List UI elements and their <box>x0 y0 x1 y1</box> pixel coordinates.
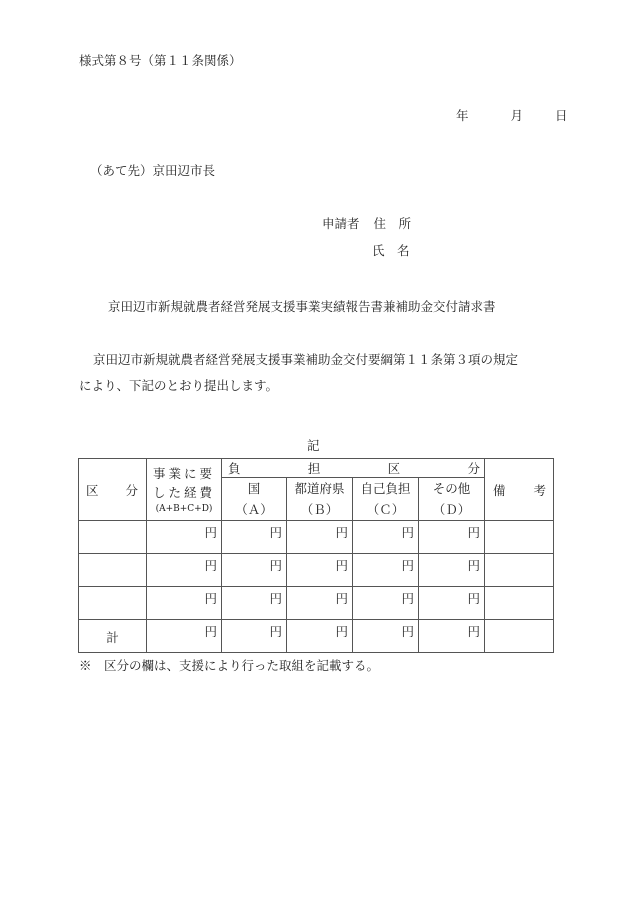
cell-remarks[interactable] <box>485 587 554 620</box>
cell-remarks[interactable] <box>485 521 554 554</box>
address-label: 住 所 <box>373 216 412 231</box>
cell-c[interactable]: 円 <box>353 587 419 620</box>
header-col-a: 国 （Ａ） <box>222 478 287 521</box>
cell-expense[interactable]: 円 <box>147 521 222 554</box>
header-futan-kubun: 負 担 区 分 <box>222 459 485 478</box>
cell-b[interactable]: 円 <box>287 521 353 554</box>
cell-remarks[interactable] <box>485 620 554 653</box>
name-label: 氏 名 <box>372 243 410 258</box>
footnote: ※ 区分の欄は、支援により行った取組を記載する。 <box>79 658 380 673</box>
cell-a[interactable]: 円 <box>222 620 287 653</box>
row-label[interactable] <box>79 554 147 587</box>
table-row <box>79 521 554 554</box>
table-row <box>79 587 554 620</box>
header-col-d: その他 （Ｄ） <box>419 478 485 521</box>
cell-expense[interactable]: 円 <box>147 587 222 620</box>
cell-expense[interactable]: 円 <box>147 620 222 653</box>
applicant-label: 申請者 <box>322 216 360 231</box>
applicant-name <box>372 241 410 259</box>
ki-heading: 記 <box>307 438 320 453</box>
document-title: 京田辺市新規就農者経営発展支援事業実績報告書兼補助金交付請求書 <box>108 299 496 314</box>
header-remarks: 備 考 <box>485 459 554 521</box>
header-col-c: 自己負担 （Ｃ） <box>353 478 419 521</box>
cell-d[interactable]: 円 <box>419 554 485 587</box>
table-row-total <box>79 620 554 653</box>
body-text-line1: 京田辺市新規就農者経営発展支援事業補助金交付要綱第１１条第３項の規定 <box>93 352 519 367</box>
cell-b[interactable]: 円 <box>287 554 353 587</box>
cell-a[interactable]: 円 <box>222 554 287 587</box>
body-text-line2: により、下記のとおり提出します。 <box>79 378 279 393</box>
cell-a[interactable]: 円 <box>222 521 287 554</box>
cell-remarks[interactable] <box>485 554 554 587</box>
row-label[interactable] <box>79 521 147 554</box>
date-line <box>456 106 568 124</box>
date-month: 月 <box>510 108 524 123</box>
cell-d[interactable]: 円 <box>419 620 485 653</box>
header-expense: 事業に要 した経費 (A+B+C+D) <box>147 459 222 521</box>
date-day: 日 <box>555 108 568 123</box>
header-col-b: 都道府県 （Ｂ） <box>287 478 353 521</box>
row-label-total: 計 <box>79 620 147 653</box>
cell-d[interactable]: 円 <box>419 521 485 554</box>
cell-expense[interactable]: 円 <box>147 554 222 587</box>
cell-c[interactable]: 円 <box>353 521 419 554</box>
cell-a[interactable]: 円 <box>222 587 287 620</box>
cell-b[interactable]: 円 <box>287 587 353 620</box>
expense-table <box>78 458 554 653</box>
applicant-address <box>322 214 411 232</box>
addressee: （あて先）京田辺市長 <box>90 163 216 178</box>
form-number: 様式第８号（第１１条関係） <box>79 53 242 68</box>
header-kubun: 区 分 <box>79 459 147 521</box>
table-row <box>79 554 554 587</box>
row-label[interactable] <box>79 587 147 620</box>
cell-c[interactable]: 円 <box>353 554 419 587</box>
cell-d[interactable]: 円 <box>419 587 485 620</box>
cell-b[interactable]: 円 <box>287 620 353 653</box>
date-year: 年 <box>456 108 469 123</box>
cell-c[interactable]: 円 <box>353 620 419 653</box>
